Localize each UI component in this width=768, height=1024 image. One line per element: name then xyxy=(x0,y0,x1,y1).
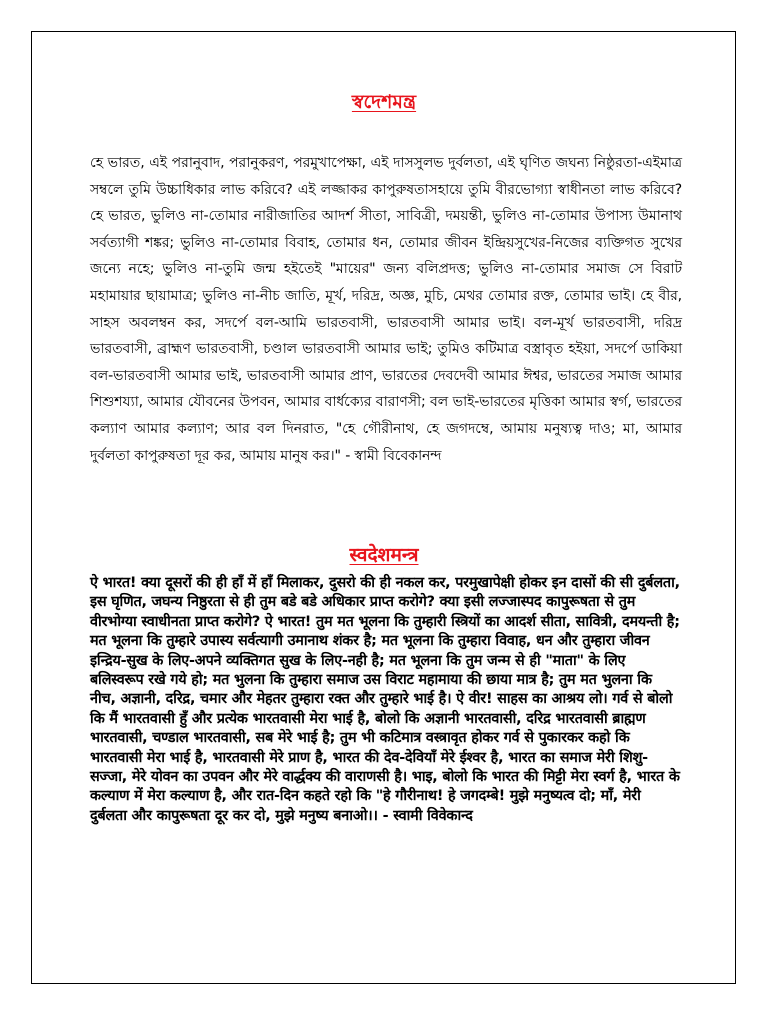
hindi-title: स्वदेशमन्त्र xyxy=(349,544,419,566)
bengali-paragraph: হে ভারত, এই পরানুবাদ, পরানুকরণ, পরমুখাপেক্ষা, এই দাসসুলভ দুর্বলতা, এই ঘৃণিত জঘন্য নিষ্ঠুরতা-এইমাত্র সম্বলে তুমি উচ্চাধিকার লাভ করিবে? এই লজ্জাকর কাপুরুষতাসহায়ে তুমি বীরভোগ্যা স্বাধীনতা লাভ করিবে? হে ভারত, ভুলিও না-তোমার নারীজাতির আদর্শ সীতা, সাবিত্রী, দময়ন্তী, ভুলিও না-তোমার উপাস্য উমানাথ সর্বত্যাগী শঙ্কর; ভুলিও না-তোমার বিবাহ, তোমার ধন, তোমার জীবন ইন্দ্রিয়সুখের-নিজের ব্যক্তিগত সুখের জন্যে নহে; ভুলিও না-তুমি জন্ম হইতেই "মায়ের" জন্য বলিপ্রদত্ত; ভুলিও না-তোমার সমাজ সে বিরাট মহামায়ার ছায়ামাত্র; ভুলিও না-নীচ জাতি, মূর্খ, দরিদ্র, অজ্ঞ, মুচি, মেথর তোমার রক্ত, তোমার ভাই। হে বীর, সাহস অবলম্বন কর, সদর্পে বল-আমি ভারতবাসী, ভারতবাসী আমার ভাই। বল-মূর্খ ভারতবাসী, দরিদ্র ভারতবাসী, ব্রাহ্মণ ভারতবাসী, চণ্ডাল ভারতবাসী আমার ভাই; তুমিও কটিমাত্র বস্ত্রাবৃত হইয়া, সদর্পে ডাকিয়া বল-ভারতবাসী আমার ভাই, ভারতবাসী আমার প্রাণ, ভারতের দেবদেবী আমার ঈশ্বর, ভারতের সমাজ আমার শিশুশয্যা, আমার যৌবনের উপবন, আমার বার্ধক্যের বারাণসী; বল ভাই-ভারতের মৃত্তিকা আমার স্বর্গ, ভারতের কল্যাণ আমার কল্যাণ; আর বল দিনরাত, "হে গৌরীনাথ, হে জগদম্বে, আমায় মনুষ্যত্ব দাও; মা, আমার দুর্বলতা কাপুরুষতা দূর কর, আমায় মানুষ কর।" - স্বামী বিবেকানন্দ xyxy=(90,155,682,464)
hindi-paragraph: ऐ भारत! क्या दूसरों की ही हाँ में हाँ मिलाकर, दुसरो की ही नकल कर, परमुखापेक्षी होकर इन दासों की सी दुर्बलता, इस घृणित, जघन्य निष्ठुरता से ही तुम बडे बडे अधिकार प्राप्त करोगे? क्या इसी लज्जास्पद कापुरूषता से तुम वीरभोग्या स्वाधीनता प्राप्त करोगे? ऐ भारत! तुम मत भूलना कि तुम्हारी स्त्रियों का आदर्श सीता, सावित्री, दमयन्ती है; मत भूलना कि तुम्हारे उपास्य सर्वत्यागी उमानाथ शंकर है; मत भूलना कि तुम्हारा विवाह, धन और तुम्हारा जीवन इन्द्रिय-सुख के लिए-अपने व्यक्तिगत सुख के लिए-नही है; मत भूलना कि तुम जन्म से ही "माता" के लिए बलिस्वरूप रखे गये हो; मत भुलना कि तुम्हारा समाज उस विराट महामाया की छाया मात्र है; तुम मत भुलना कि नीच, अज्ञानी, दरिद्र, चमार और मेहतर तुम्हारा रक्त और तुम्हारे भाई है। ऐ वीर! साहस का आश्रय लो। गर्व से बोलो कि मैं भारतवासी हुँ और प्रत्येक भारतवासी मेरा भाई है, बोलो कि अज्ञानी भारतवासी, दरिद्र भारतवासी ब्राह्मण भारतवासी, चण्डाल भारतवासी, सब मेरे भाई है; तुम भी कटिमात्र वस्त्रावृत होकर गर्व से पुकारकर कहो कि भारतवासी मेरा भाई है, भारतवासी मेरे प्राण है, भारत की देव-देवियाँ मेरे ईश्वर है, भारत का समाज मेरी शिशु-सज्जा, मेरे योवन का उपवन और मेरे वार्द्धक्य की वाराणसी है। भाइ, बोलो कि भारत की मिट्टी मेरा स्वर्ग है, भारत के कल्याण में मेरा कल्याण है, और रात-दिन कहते रहो कि "हे गौरीनाथ! हे जगदम्बे! मुझे मनुष्यत्व दो; माँ, मेरी दुर्बलता और कापुरूषता दूर कर दो, मुझे मनुष्य बनाओ।। - स्वामी विवेकान्द xyxy=(90,575,680,824)
bengali-title: স্বদেশমন্ত্র xyxy=(351,91,417,113)
